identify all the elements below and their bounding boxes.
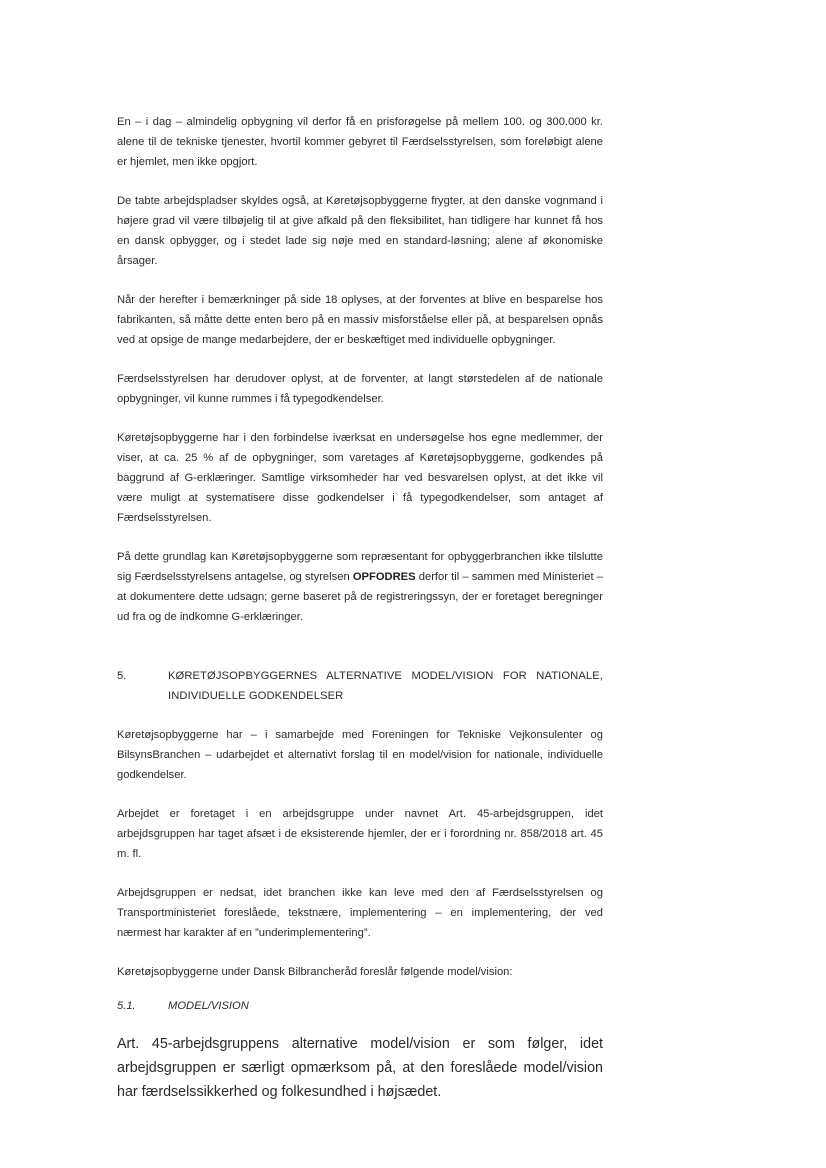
emphasis-opfodres: OPFODRES	[352, 571, 416, 583]
section-number: 5.	[117, 670, 127, 682]
paragraph-member-survey: Køretøjsopbyggerne har i den forbindelse iværksat en undersøgelse hos egne medlemmer, der viser, at ca. 25 % af de opbygninger, som varetages af Køretøjsopbyggerne, godkendes på baggrund af G-erklæringer. Samtlige virksomheder har ved besvarelsen oplyst, at det ikke vil være muligt at systematisere disse godkendelser i få typegodkendelser, som antaget af Færdselsstyrelsen.	[117, 432, 603, 524]
paragraph-request-documentation	[117, 547, 603, 627]
paragraph-savings-remarks: Når der herefter i bemærkninger på side 18 oplyses, at der forventes at blive en besparelse hos fabrikanten, så måtte dette enten bero på en massiv misforståelse eller på, at besparelsen opnås ved at opsige de mange medarbejdere, der er beskæftiget med individuelle opbygninger.	[117, 294, 603, 346]
subsection-title: MODEL/VISION	[168, 1000, 249, 1012]
paragraph-lost-jobs: De tabte arbejdspladser skyldes også, at Køretøjsopbyggerne frygter, at den danske vognmand i højere grad vil være tilbøjelig til at give afkald på den fleksibilitet, han tidligere har kunnet få hos en dansk opbygger, og i stedet lade sig nøje med en standard-løsning; alene af økonomiske årsager.	[117, 195, 603, 267]
document-page	[117, 112, 603, 1104]
paragraph-model-vision: Art. 45-arbejdsgruppens alternative model/vision er som følger, idet arbejdsgruppen er særligt opmærksom på, at den foreslåede model/vision har færdselssikkerhed og folkesundhed i højsædet.	[117, 1036, 603, 1100]
paragraph-request-text-after: derfor til – sammen med Ministeriet – at dokumentere dette udsagn; gerne baseret på de registreringssyn, der er foretaget beregninger ud fra og de indkomne G-erklæringer.	[117, 571, 603, 623]
paragraph-alternative-proposal: Køretøjsopbyggerne har – i samarbejde med Foreningen for Tekniske Vejkonsulenter og BilsynsBranchen – udarbejdet et alternativt forslag til en model/vision for nationale, individuelle godkendelser.	[117, 729, 603, 781]
paragraph-working-group: Arbejdet er foretaget i en arbejdsgruppe under navnet Art. 45-arbejdsgruppen, idet arbejdsgruppen har taget afsæt i de eksisterende hjemler, der er i forordning nr. 858/2018 art. 45 m. fl.	[117, 808, 603, 860]
subsection-number: 5.1.	[117, 1000, 136, 1012]
subsection-heading	[117, 996, 603, 1016]
paragraph-request-text-before: På dette grundlag kan Køretøjsopbyggerne som repræsentant for opbyggerbranchen ikke tilslutte sig Færdselsstyrelsens antagelse, og styrelsen	[117, 551, 603, 583]
section-title: KØRETØJSOPBYGGERNES ALTERNATIVE MODEL/VISION FOR NATIONALE, INDIVIDUELLE GODKENDELSER	[168, 670, 603, 702]
paragraph-group-established: Arbejdsgruppen er nedsat, idet branchen ikke kan leve med den af Færdselsstyrelsen og Transportministeriet foreslåede, tekstnære, implementering – en implementering, der ved nærmest har karakter af en ”underimplementering”.	[117, 887, 603, 939]
paragraph-type-approvals: Færdselsstyrelsen har derudover oplyst, at de forventer, at langt størstedelen af de nationale opbygninger, vil kunne rummes i få typegodkendelser.	[117, 373, 603, 405]
paragraph-proposal-intro: Køretøjsopbyggerne under Dansk Bilbrancheråd foreslår følgende model/vision:	[117, 966, 513, 978]
section-heading	[117, 666, 603, 706]
paragraph-price-increase: En – i dag – almindelig opbygning vil derfor få en prisforøgelse på mellem 100. og 300.000 kr. alene til de tekniske tjenester, hvortil kommer gebyret til Færdselsstyrelsen, som foreløbigt alene er hjemlet, men ikke opgjort.	[117, 116, 603, 168]
